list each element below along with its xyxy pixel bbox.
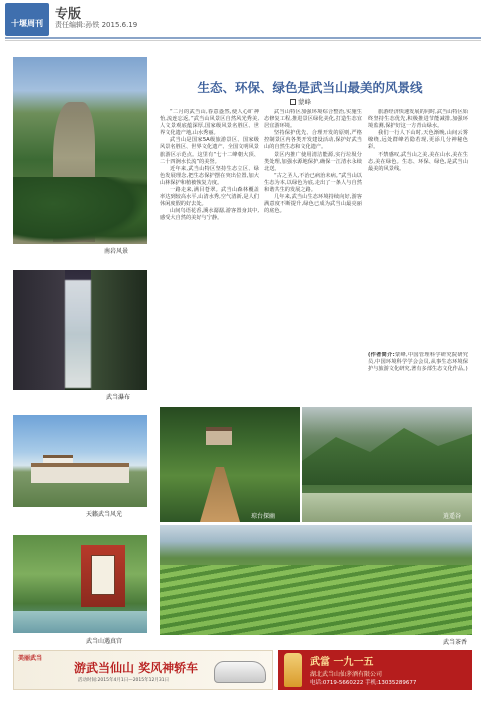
ad-phone: 电话:0719-5660222 手机:13035289677	[310, 680, 417, 686]
article-title: 生态、环保、绿色是武当山最美的风景线	[197, 80, 423, 95]
ad-subtext: 活动时间:2015年4月1日—2015年12月31日	[78, 678, 170, 683]
photo-forest-path	[160, 407, 300, 522]
author-note	[368, 352, 468, 406]
paragraph: 景区内推广使用清洁能源,实行垃圾分类处理,加强水源地保护,确保一江清水永续北送。	[264, 151, 362, 172]
article-column-3	[368, 109, 468, 349]
paragraph: “二月的武当山,春意盎然,使人心旷神怡,流连忘返。”武当山风景区自然风光秀美,人文景观底蕴深厚,国家级风景名胜区、世界文化遗产地,山水秀丽。	[160, 109, 259, 137]
section-title: 专版	[55, 7, 82, 22]
author-note-text: 蒙峰,中国管理科学研究院研究员,中国环境科学学会会员,从事生态环境保护与旅游文化研究,著有多部生态文化作品。)	[368, 352, 468, 373]
masthead-logo: 十堰周刊	[11, 19, 43, 28]
article-column-1	[160, 109, 259, 405]
paragraph: 武当山是国家5A级旅游景区、国家级风景名胜区、世界文化遗产、全国文明风景旅游区示范点。这里有“七十二峰朝大顶、二十四涧水长流”的美誉。	[160, 137, 259, 165]
advertisement-tourism[interactable]	[13, 650, 273, 690]
paragraph: 武当山特区加强环境综合整治,实施生态修复工程,推进景区绿化美化,打造生态宜居宜游环境。	[264, 109, 362, 130]
advertisement-liquor[interactable]	[278, 650, 472, 690]
paragraph: 山间鸟语花香,溪水潺潺,游客置身其中,感受大自然的美好与宁静。	[160, 208, 259, 222]
car-image	[214, 661, 266, 683]
ad-headline: 武當 一九一五	[310, 657, 374, 668]
paragraph: 几年来,武当山生态环境持续向好,游客满意度不断提升,绿色已成为武当山最亮丽的底色。	[264, 194, 362, 215]
photo-caption: 武当山遇真宫	[86, 638, 123, 645]
photo-caption: 武当茶香	[443, 639, 468, 646]
photo-caption: 南岩风景	[104, 248, 129, 255]
paragraph: 不禁感叹,武当山之美,美在山水,美在生态,美在绿色。生态、环保、绿色,是武当山最美的风景线。	[368, 151, 468, 172]
photo-caption: 琼台探幽	[251, 513, 276, 520]
ad-headline: 游武当仙山 奖风神轿车	[74, 661, 199, 675]
photo-caption: 武当瀑布	[106, 394, 131, 401]
paragraph: 近年来,武当山特区坚持生态立区、绿色发展理念,把生态保护摆在突出位置,加大山林保护和植被恢复力度。	[160, 165, 259, 186]
paragraph: 坚持保护优先、合理开发的原则,严格控制景区内各类开发建设活动,保护好武当山的自然生态和文化遗产。	[264, 130, 362, 151]
ad-company: 湖北武当山仙茅酒有限公司	[310, 671, 383, 678]
paragraph: 旅游经济快速发展的同时,武当山特区始终坚持生态优先,积极推进节能减排,加强环境监测,保护好这一方青山绿水。	[368, 109, 468, 130]
author-note-label: (作者简介:	[368, 352, 395, 358]
byline-name: 蒙峰	[298, 98, 311, 106]
photo-mountain-valley	[302, 407, 472, 522]
photo-waterfall	[13, 270, 147, 390]
article-column-2	[264, 109, 362, 405]
photo-caption: 逍遥谷	[443, 513, 462, 520]
photo-resort-buildings	[13, 415, 147, 507]
bottle-image	[284, 653, 302, 687]
ad-brand: 美丽武当	[18, 655, 43, 662]
article-byline	[290, 97, 311, 106]
header-rule	[5, 37, 481, 39]
photo-cliff-temple	[13, 57, 147, 244]
paragraph: “古之圣人,不治已病治未病。”武当山以生态为本,以绿色为底,走出了一条人与自然和谐共生的发展之路。	[264, 172, 362, 194]
photo-caption: 天籁武当风光	[86, 511, 123, 518]
photo-pavilion	[13, 535, 147, 633]
photo-tea-terraces	[160, 525, 472, 635]
edition-meta: 责任编辑:孙铁 2015.6.19	[55, 21, 138, 29]
paragraph: 一路走来,满目苍翠。武当山森林覆盖率达到较高水平,山清水秀,空气清新,是人们休闲度假的好去处。	[160, 187, 259, 208]
header-rule-thin	[5, 40, 481, 41]
paragraph: 我们一行人下山时,天色渐晚,山间云雾缭绕,远处群峰若隐若现,更添几分神秘色彩。	[368, 130, 468, 151]
